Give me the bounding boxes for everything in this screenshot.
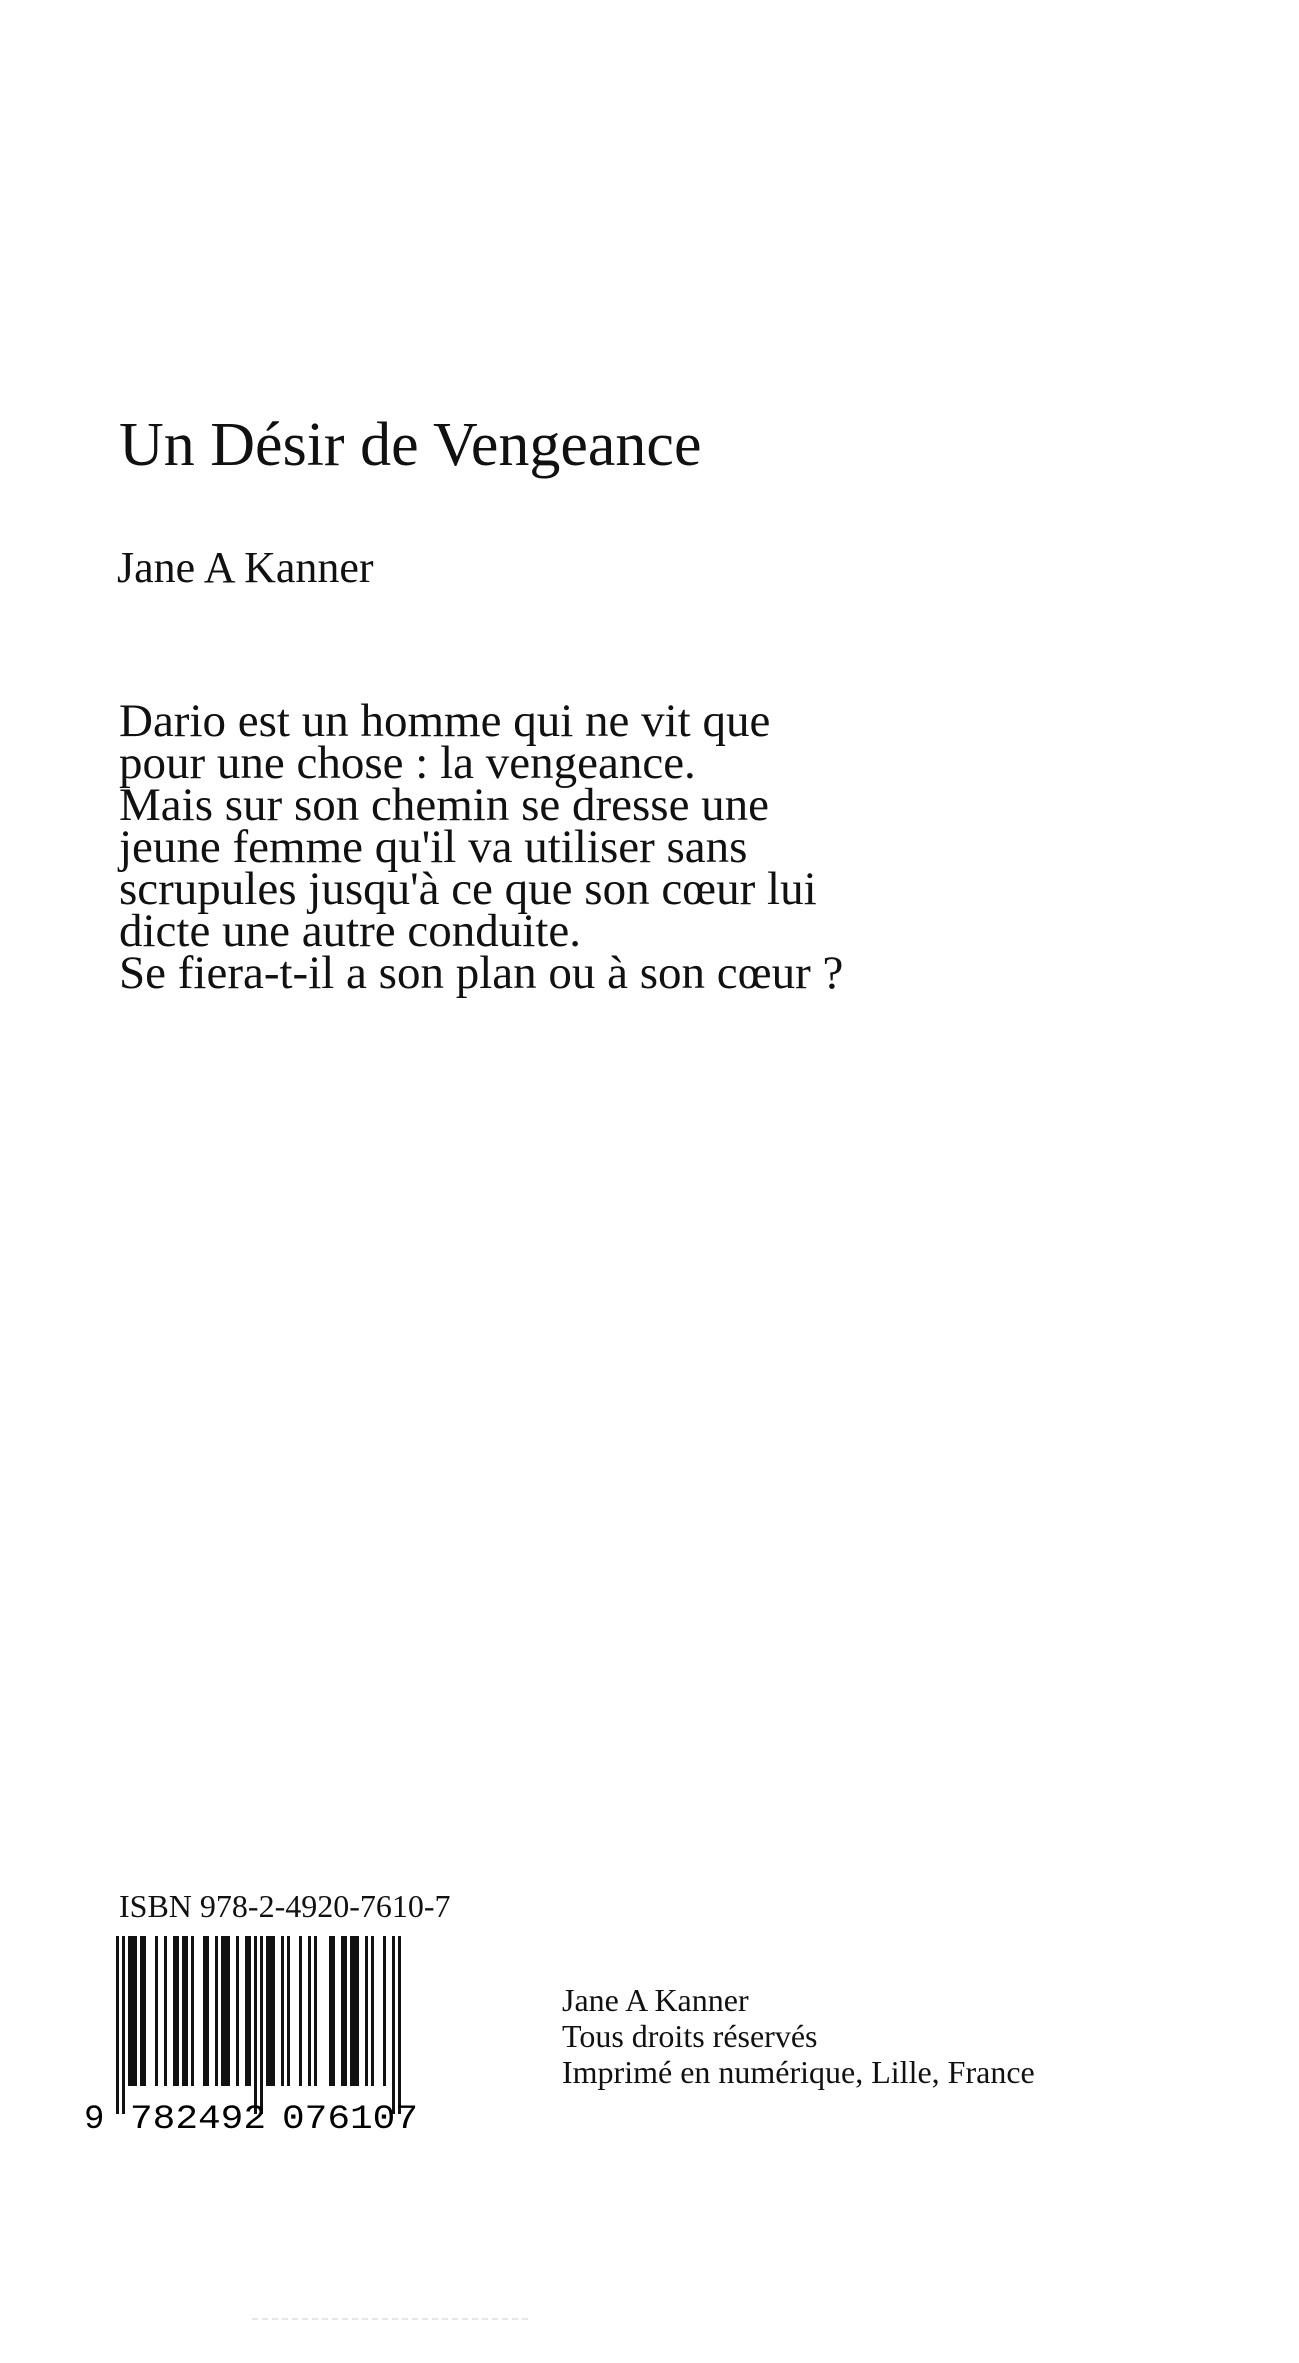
barcode-bar [224, 1936, 227, 2086]
barcode-bar [245, 1936, 248, 2086]
barcode-bar [182, 1936, 185, 2086]
barcode-bar [269, 1936, 272, 2086]
barcode-bar [356, 1936, 359, 2086]
barcode-bar [227, 1936, 230, 2086]
barcode-bar [116, 1936, 119, 2114]
barcode-bar [350, 1936, 353, 2086]
barcode-bar [365, 1936, 368, 2086]
barcode-bar [206, 1936, 209, 2086]
barcode-bar [344, 1936, 347, 2086]
barcode-bar [185, 1936, 188, 2086]
imprint-rights: Tous droits réservés [562, 2018, 818, 2054]
barcode-bar [215, 1936, 218, 2086]
blurb-line: Mais sur son chemin se dresse une [119, 779, 770, 831]
barcode-bar [308, 1936, 311, 2086]
barcode-right-digits: 076107 [282, 2101, 418, 2132]
barcode-bar [314, 1936, 317, 2086]
barcode-bar [128, 1936, 131, 2086]
faint-print-mark [252, 2318, 532, 2320]
barcode-bar [236, 1936, 239, 2086]
barcode-bar [287, 1936, 290, 2086]
isbn-barcode [82, 1932, 502, 2132]
barcode-bar [221, 1936, 224, 2086]
barcode-bar [191, 1936, 194, 2086]
imprint-block [562, 1982, 1035, 2090]
blurb-line: jeune femme qu'il va utiliser sans [119, 821, 748, 873]
barcode-bar [173, 1936, 176, 2086]
isbn-label: ISBN 978-2-4920-7610-7 [119, 1888, 451, 1924]
imprint-publisher: Jane A Kanner [562, 1982, 749, 2018]
barcode-bar [371, 1936, 374, 2086]
back-cover-blurb [119, 695, 844, 999]
barcode-bar [176, 1936, 179, 2086]
barcode-bar [272, 1936, 275, 2086]
barcode-bar [329, 1936, 332, 2086]
blurb-line: scrupules jusqu'à ce que son cœur lui [119, 863, 817, 915]
barcode-bar [254, 1936, 257, 2114]
barcode-bar [122, 1936, 125, 2114]
blurb-line: dicte une autre conduite. [119, 905, 581, 957]
barcode-bar [266, 1936, 269, 2086]
barcode-bar [392, 1936, 395, 2114]
book-author: Jane A Kanner [117, 543, 374, 592]
barcode-bar [155, 1936, 158, 2086]
barcode-bar [143, 1936, 146, 2086]
blurb-line: Se fiera-t-il a son plan ou à son cœur ? [119, 947, 844, 999]
barcode-left-digits: 782492 [130, 2101, 266, 2132]
barcode-bar [164, 1936, 167, 2086]
barcode-bar [299, 1936, 302, 2086]
barcode-lead-digit: 9 [84, 2101, 105, 2132]
barcode-bar [134, 1936, 137, 2086]
imprint-printing: Imprimé en numérique, Lille, France [562, 2054, 1035, 2090]
barcode-bar [353, 1936, 356, 2086]
barcode-bar [140, 1936, 143, 2086]
barcode-bar [260, 1936, 263, 2114]
barcode-bar [203, 1936, 206, 2086]
barcode-bar [398, 1936, 401, 2114]
blurb-line: Dario est un homme qui ne vit que [119, 695, 771, 747]
barcode-bar [341, 1936, 344, 2086]
barcode-bar [332, 1936, 335, 2086]
barcode-bar [383, 1936, 386, 2086]
barcode-bar [248, 1936, 251, 2086]
book-title: Un Désir de Vengeance [119, 411, 702, 479]
blurb-line: pour une chose : la vengeance. [119, 737, 696, 789]
barcode-bar [131, 1936, 134, 2086]
barcode-bar [281, 1936, 284, 2086]
